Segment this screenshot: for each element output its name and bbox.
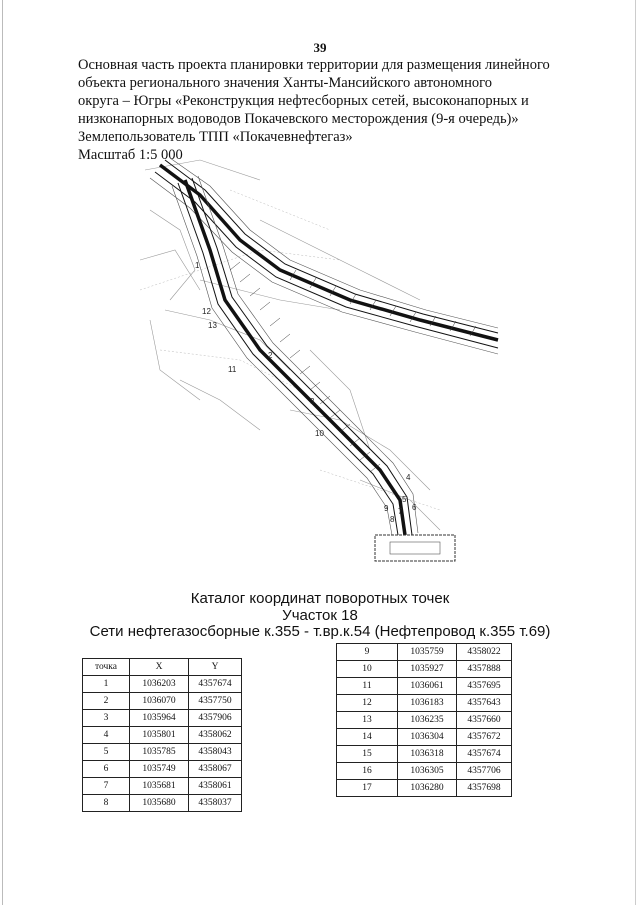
cell-y: 4358061	[189, 778, 242, 795]
cell-point: 7	[83, 778, 130, 795]
table-row	[83, 693, 242, 710]
cell-point: 8	[83, 795, 130, 812]
cell-point: 15	[337, 746, 398, 763]
cell-y: 4358043	[189, 744, 242, 761]
coordinates-table-right	[336, 643, 512, 797]
catalog-section: Участок 18	[282, 607, 358, 624]
route-map	[140, 150, 510, 570]
cell-y: 4357750	[189, 693, 242, 710]
table-row	[83, 676, 242, 693]
cell-y: 4357674	[457, 746, 512, 763]
map-point-label: 5	[402, 495, 407, 504]
cell-point: 4	[83, 727, 130, 744]
table-row	[83, 710, 242, 727]
cell-x: 1035681	[130, 778, 189, 795]
map-point-label: 9	[384, 504, 389, 513]
page-edge-right	[635, 0, 636, 905]
table-row	[337, 746, 512, 763]
cell-x: 1035801	[130, 727, 189, 744]
cell-x: 1036235	[398, 712, 457, 729]
cell-point: 1	[83, 676, 130, 693]
cell-y: 4358067	[189, 761, 242, 778]
column-header-x: X	[130, 659, 189, 676]
table-row	[337, 644, 512, 661]
cell-y: 4357672	[457, 729, 512, 746]
cell-x: 1035749	[130, 761, 189, 778]
table-header-row	[83, 659, 242, 676]
table-row	[337, 661, 512, 678]
cell-y: 4357695	[457, 678, 512, 695]
cell-y: 4357698	[457, 780, 512, 797]
map-point-label: 8	[390, 515, 395, 524]
cell-x: 1035927	[398, 661, 457, 678]
cell-y: 4357643	[457, 695, 512, 712]
header-line: объекта регионального значения Ханты-Мансийского автономного	[78, 75, 492, 91]
cell-point: 3	[83, 710, 130, 727]
table-row	[337, 712, 512, 729]
table-row	[337, 678, 512, 695]
cell-x: 1035759	[398, 644, 457, 661]
header-line: низконапорных водоводов Покачевского месторождения (9-я очередь)»	[78, 111, 519, 127]
cell-point: 6	[83, 761, 130, 778]
cell-x: 1036280	[398, 780, 457, 797]
cell-y: 4358062	[189, 727, 242, 744]
map-point-label: 4	[406, 473, 411, 482]
cell-y: 4357706	[457, 763, 512, 780]
header-line: Основная часть проекта планировки территории для размещения линейного	[78, 57, 550, 73]
header-line: округа – Югры «Реконструкция нефтесборных сетей, высоконапорных и	[78, 93, 529, 109]
cell-point: 11	[337, 678, 398, 695]
cell-x: 1036305	[398, 763, 457, 780]
cell-x: 1035964	[130, 710, 189, 727]
page-edge-left	[2, 0, 3, 905]
map-point-label: 12	[202, 307, 211, 316]
page-number: 39	[313, 40, 327, 55]
cell-point: 14	[337, 729, 398, 746]
catalog-network: Сети нефтегазосборные к.355 - т.вр.к.54 (Нефтепровод к.355 т.69)	[89, 623, 551, 640]
cell-point: 12	[337, 695, 398, 712]
cell-y: 4357674	[189, 676, 242, 693]
catalog-title: Каталог координат поворотных точек	[190, 590, 450, 607]
cell-x: 1036061	[398, 678, 457, 695]
table-row	[83, 761, 242, 778]
table-row	[337, 729, 512, 746]
cell-x: 1036070	[130, 693, 189, 710]
cell-point: 5	[83, 744, 130, 761]
cell-x: 1035785	[130, 744, 189, 761]
coordinates-table-left	[82, 658, 242, 812]
map-point-label: 10	[315, 429, 324, 438]
map-point-label: 11	[228, 365, 237, 374]
cell-point: 9	[337, 644, 398, 661]
cell-point: 16	[337, 763, 398, 780]
cell-y: 4358022	[457, 644, 512, 661]
background-linework	[140, 160, 440, 530]
header-line: Землепользователь ТПП «Покачевнефтегаз»	[78, 129, 353, 145]
cell-x: 1036318	[398, 746, 457, 763]
cell-y: 4358037	[189, 795, 242, 812]
cell-x: 1036304	[398, 729, 457, 746]
map-point-label: 2	[268, 351, 273, 360]
column-header-point: точка	[83, 659, 130, 676]
cell-y: 4357906	[189, 710, 242, 727]
table-row	[83, 778, 242, 795]
cell-x: 1035680	[130, 795, 189, 812]
cell-y: 4357888	[457, 661, 512, 678]
table-row	[83, 795, 242, 812]
column-header-y: Y	[189, 659, 242, 676]
cell-point: 10	[337, 661, 398, 678]
table-row	[337, 780, 512, 797]
map-point-label: 1	[195, 261, 200, 270]
table-row	[83, 744, 242, 761]
cell-x: 1036183	[398, 695, 457, 712]
cell-y: 4357660	[457, 712, 512, 729]
well-pad	[375, 535, 455, 561]
pipeline-corridor	[150, 158, 498, 535]
map-point-label: 13	[208, 321, 217, 330]
map-point-label: 6	[412, 503, 417, 512]
table-row	[337, 695, 512, 712]
table-row	[337, 763, 512, 780]
dashed-boundaries	[140, 190, 440, 510]
cell-point: 17	[337, 780, 398, 797]
map-point-label: 3	[310, 397, 315, 406]
header-line: Масштаб 1:5 000	[78, 147, 183, 163]
cell-point: 2	[83, 693, 130, 710]
cell-point: 13	[337, 712, 398, 729]
document-header	[78, 56, 558, 164]
table-row	[83, 727, 242, 744]
cell-x: 1036203	[130, 676, 189, 693]
map-point-label: 7	[398, 507, 403, 516]
